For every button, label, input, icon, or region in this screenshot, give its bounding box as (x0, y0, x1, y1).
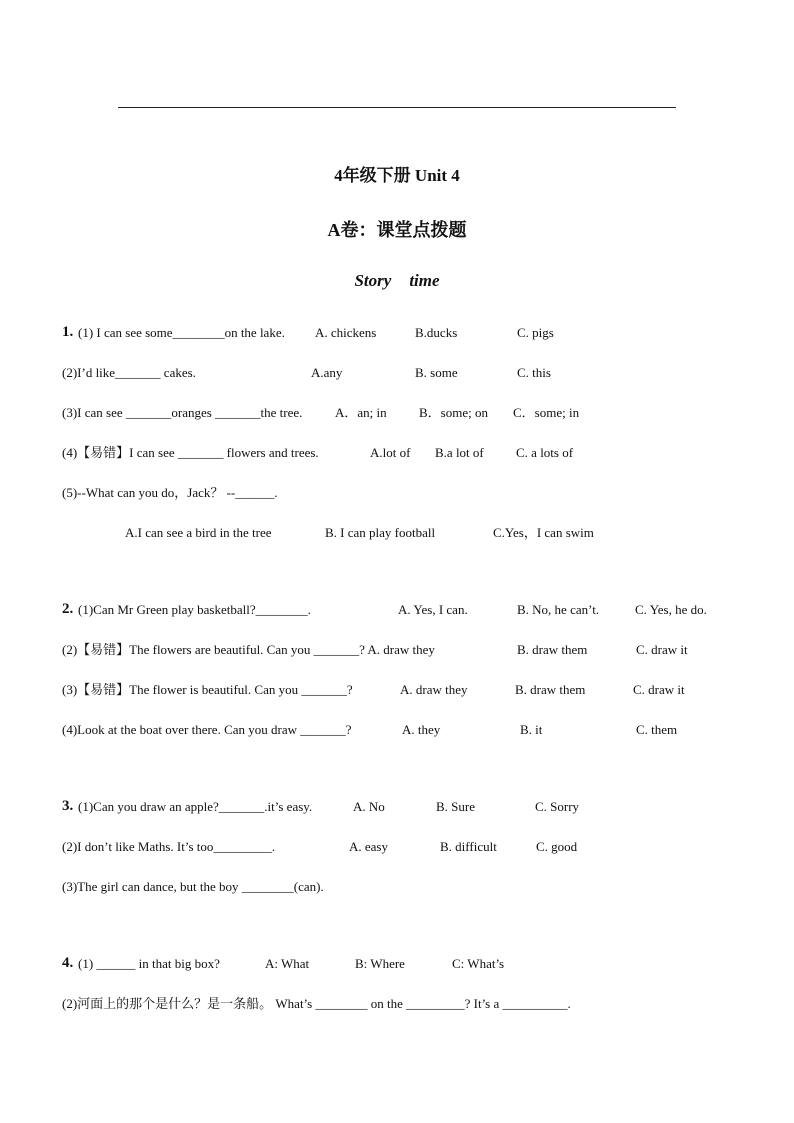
section-title-word1: Story (354, 271, 392, 290)
q2-3-option-c: C. draw it (633, 682, 685, 697)
q1-4-stem: (4)【易错】I can see _______ flowers and trees. (62, 445, 319, 460)
q1-1-option-c: C. pigs (517, 325, 554, 340)
q1-3-option-c: C．some; in (513, 405, 580, 420)
q1-3-option-b: B．some; on (419, 405, 488, 420)
q3-1-stem: (1)Can you draw an apple?_______.it’s easy. (78, 799, 313, 814)
q1-1-option-b: B.ducks (415, 325, 458, 340)
q1-line-2 (62, 363, 782, 383)
q1-number: 1. (62, 324, 74, 340)
q4-1-option-b: B: Where (355, 956, 405, 971)
q2-line-4 (62, 720, 782, 740)
q4-2-stem: (2)河面上的那个是什么？是一条船。 What’s ________ on the _________? It’s a __________. (62, 996, 571, 1011)
q2-3-option-b: B. draw them (515, 682, 586, 697)
q3-line-3 (62, 877, 782, 897)
q3-1-option-c: C. Sorry (535, 799, 580, 814)
q2-2-option-c: C. draw it (636, 642, 688, 657)
q1-1-option-a: A. chickens (315, 325, 377, 340)
q2-number: 2. (62, 601, 74, 617)
q1-2-option-b: B. some (415, 365, 458, 380)
q4-number: 4. (62, 955, 74, 971)
q2-1-option-a: A. Yes, I can. (398, 602, 468, 617)
q1-4-option-b: B.a lot of (435, 445, 484, 460)
q3-2-option-b: B. difficult (440, 839, 497, 854)
q2-4-stem: (4)Look at the boat over there. Can you draw _______? (62, 722, 352, 737)
q1-5-option-a: A.I can see a bird in the tree (125, 525, 272, 540)
q3-line-2 (62, 837, 782, 857)
q2-line-2 (62, 640, 782, 660)
q1-2-stem: (2)I’d like_______ cakes. (62, 365, 196, 380)
q3-2-option-a: A. easy (349, 839, 388, 854)
q4-line-1 (62, 954, 782, 974)
q1-line-6 (62, 523, 782, 543)
q1-5-stem: (5)--What can you do，Jack？ --______. (62, 485, 278, 500)
q1-2-option-a: A.any (311, 365, 343, 380)
q4-1-option-a: A: What (265, 956, 310, 971)
q2-2-stem: (2)【易错】The flowers are beautiful. Can you _______? A. draw they (62, 642, 435, 657)
q1-line-5 (62, 483, 782, 503)
paper-title: A卷：课堂点拨题 (327, 220, 467, 240)
q3-line-1 (62, 797, 782, 817)
q3-1-option-a: A. No (353, 799, 385, 814)
q2-1-option-b: B. No, he can’t. (517, 602, 600, 617)
q2-4-option-a: A. they (402, 722, 441, 737)
q3-2-option-c: C. good (536, 839, 578, 854)
q4-1-option-c: C: What’s (452, 956, 505, 971)
q1-3-option-a: A．an; in (335, 405, 387, 420)
q1-3-stem: (3)I can see _______oranges _______the tree. (62, 405, 303, 420)
q1-4-option-a: A.lot of (370, 445, 411, 460)
q1-2-option-c: C. this (517, 365, 551, 380)
q2-line-3 (62, 680, 782, 700)
q3-2-stem: (2)I don’t like Maths. It’s too_________. (62, 839, 276, 854)
q2-4-option-c: C. them (636, 722, 678, 737)
section-title (0, 271, 794, 291)
q2-4-option-b: B. it (520, 722, 543, 737)
q1-4-option-c: C. a lots of (516, 445, 574, 460)
q3-3-stem: (3)The girl can dance, but the boy ________(can). (62, 879, 324, 894)
header-rule (118, 107, 676, 108)
q1-5-option-c: C.Yes，I can swim (493, 525, 594, 540)
q3-1-option-b: B. Sure (436, 799, 475, 814)
q2-1-stem: (1)Can Mr Green play basketball?________. (78, 602, 311, 617)
section-title-word2: time (409, 271, 440, 290)
grade-unit-title: 4年级下册 Unit 4 (334, 166, 460, 185)
q2-1-option-c: C. Yes, he do. (635, 602, 707, 617)
q4-1-stem: (1) ______ in that big box? (78, 956, 220, 971)
q2-2-option-b: B. draw them (517, 642, 588, 657)
q4-line-2 (62, 994, 782, 1014)
q3-number: 3. (62, 798, 74, 814)
q2-3-option-a: A. draw they (400, 682, 468, 697)
q1-line-1 (62, 323, 782, 343)
q1-line-3 (62, 403, 782, 423)
q1-1-stem: (1) I can see some________on the lake. (78, 325, 285, 340)
q2-3-stem: (3)【易错】The flower is beautiful. Can you _______? (62, 682, 353, 697)
q2-line-1 (62, 600, 782, 620)
q1-5-option-b: B. I can play football (325, 525, 436, 540)
q1-line-4 (62, 443, 782, 463)
